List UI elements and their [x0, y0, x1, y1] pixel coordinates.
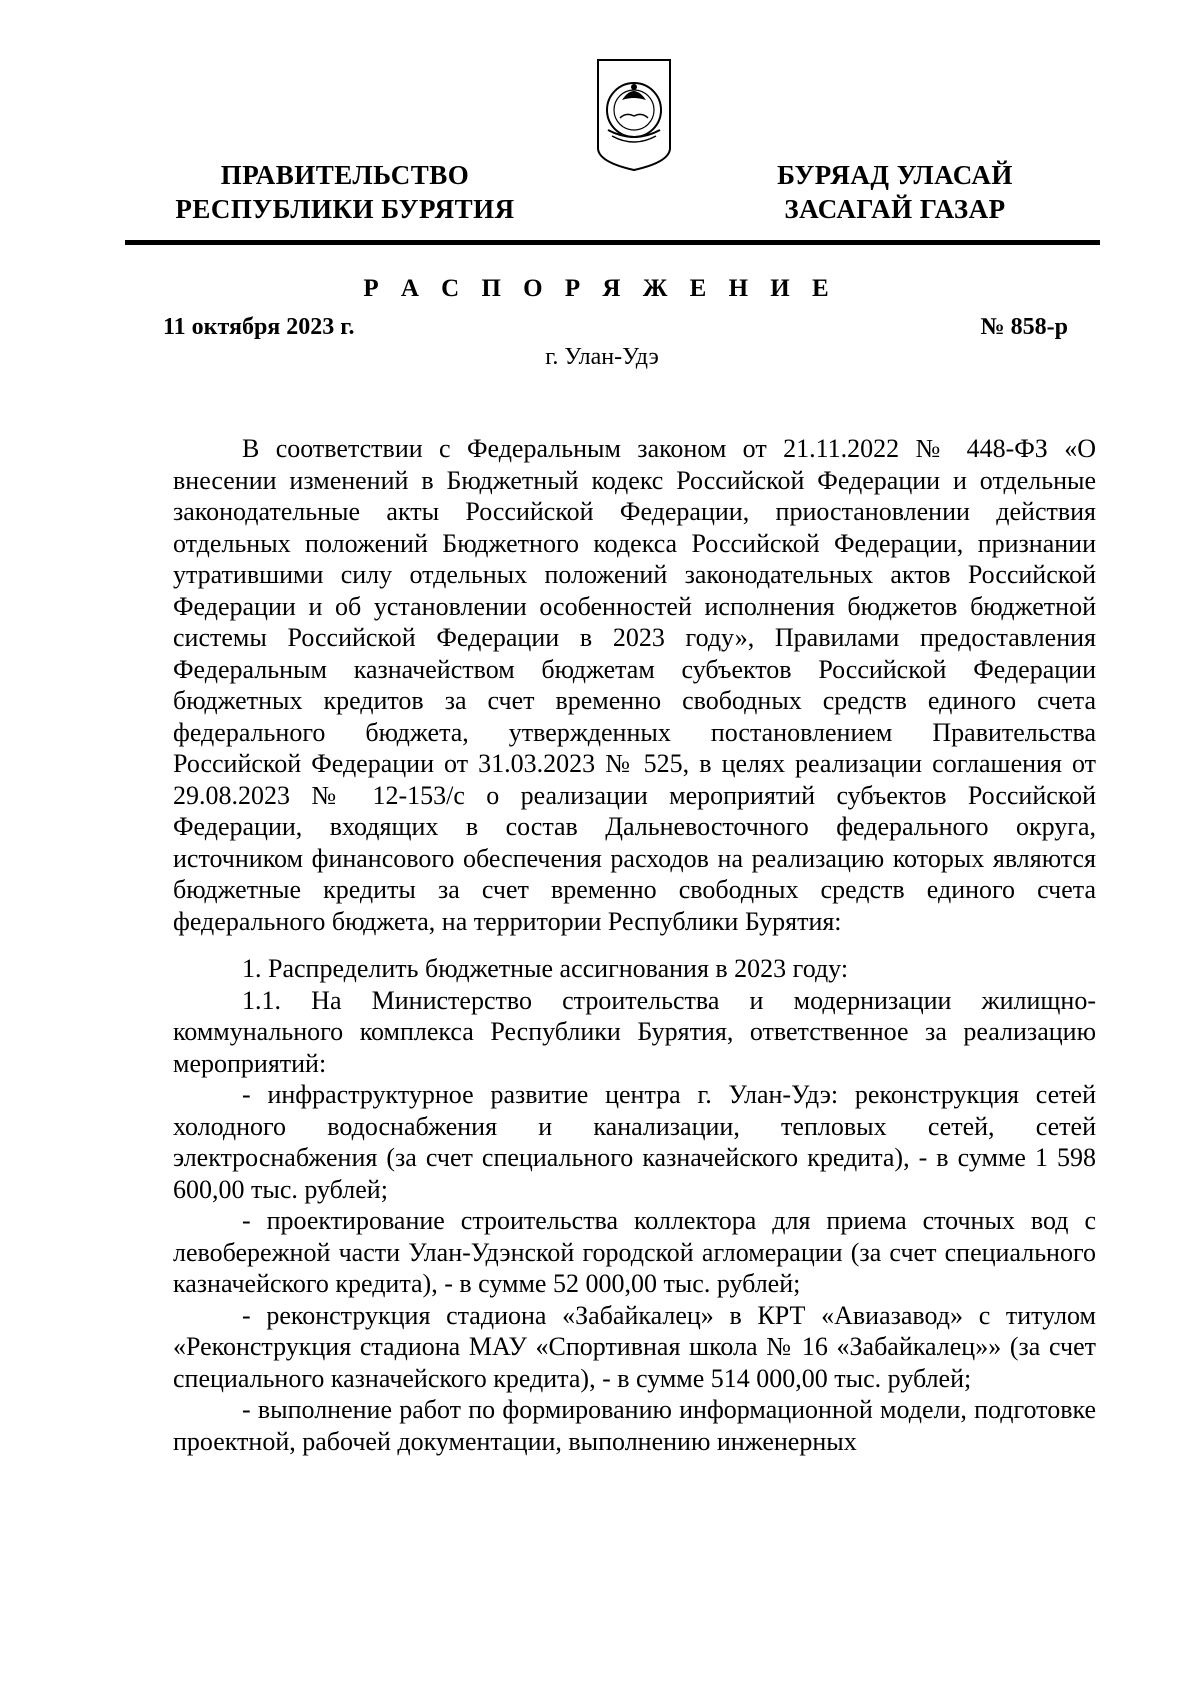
document-type: Р А С П О Р Я Ж Е Н И Е	[363, 275, 837, 302]
clause-1: 1. Распределить бюджетные ассигнования в 2023 году:	[242, 954, 849, 983]
list-item: - проектирование строительства коллектора для приема сточных вод с левобережной части Улан-Удэнской городской агломерации (за счет специального казначейского кредита), - в сумме 52 000,00 тыс. рублей;	[173, 1206, 1096, 1298]
header-left	[155, 158, 535, 226]
list-item: - инфраструктурное развитие центра г. Улан-Удэ: реконструкция сетей холодного водоснабжения и канализации, тепловых сетей, сетей электроснабжения (за счет специального казначейского кредита), - в сумме 1 598 600,00 тыс. рублей;	[173, 1080, 1096, 1204]
list-item: - выполнение работ по формированию информационной модели, подготовке проектной, рабочей документации, выполнению инженерных	[173, 1395, 1096, 1456]
clause-1-1: 1.1. На Министерство строительства и модернизации жилищно-коммунального комплекса Республики Бурятия, ответственное за реализацию мероприятий:	[173, 985, 1096, 1078]
coat-of-arms-icon	[594, 56, 674, 174]
header-left-line2: РЕСПУБЛИКИ БУРЯТИЯ	[175, 194, 515, 224]
header-right-line1: БУРЯАД УЛАСАЙ	[777, 160, 1013, 190]
header-right	[750, 158, 1040, 226]
document-city: г. Улан-Удэ	[545, 344, 659, 370]
header-right-line2: ЗАСАГАЙ ГАЗАР	[784, 194, 1006, 224]
document-body	[173, 433, 1096, 1457]
list-item: - реконструкция стадиона «Забайкалец» в КРТ «Авиазавод» с титулом «Реконструкция стадиона МАУ «Спортивная школа № 16 «Забайкалец»» (за счет специального казначейского кредита), - в сумме 514 000,00 тыс. рублей;	[173, 1300, 1096, 1393]
document-number: № 858-р	[980, 314, 1068, 340]
header-left-line1: ПРАВИТЕЛЬСТВО	[220, 160, 470, 190]
document-date: 11 октября 2023 г.	[163, 314, 355, 340]
header-divider	[125, 240, 1100, 245]
preamble-paragraph: В соответствии с Федеральным законом от 21.11.2022 № 448-ФЗ «О внесении изменений в Бюджетный кодекс Российской Федерации и отдельные законодательные акты Российской Федерации, приостановлении действия отдельных положений Бюджетного кодекса Российской Федерации, признании утратившими силу отдельных положений законодательных актов Российской Федерации и об установлении особенностей исполнения бюджетов бюджетной системы Российской Федерации в 2023 году», Правилами предоставления Федеральным казначейством бюджетам субъектов Российской Федерации бюджетных кредитов за счет временно свободных средств единого счета федерального бюджета, утвержденных постановлением Правительства Российской Федерации от 31.03.2023 № 525, в целях реализации соглашения от 29.08.2023 № 12-153/с о реализации мероприятий субъектов Российской Федерации, входящих в состав Дальневосточного федерального округа, источником финансового обеспечения расходов на реализацию которых являются бюджетные кредиты за счет временно свободных средств единого счета федерального бюджета, на территории Республики Бурятия:	[173, 434, 1096, 936]
